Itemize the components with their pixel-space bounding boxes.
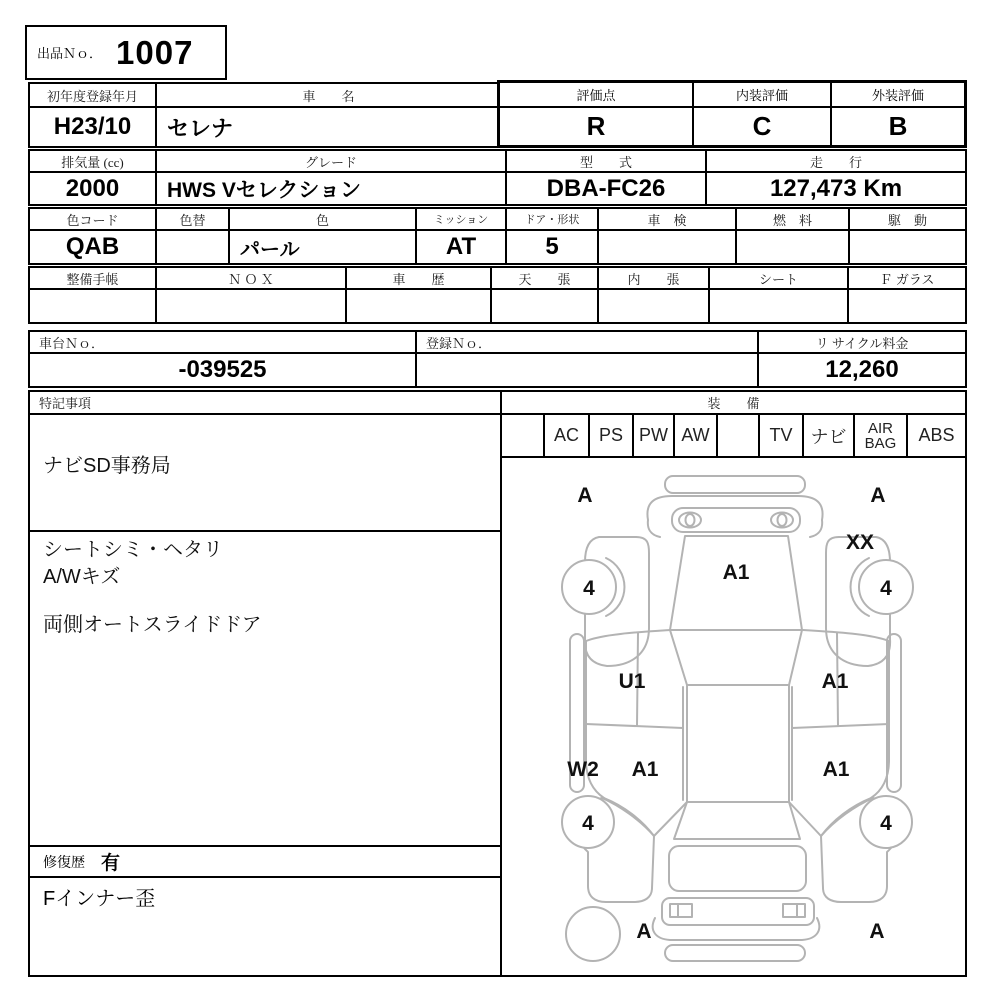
value-grade: HWS Vセレクション [155,171,507,206]
value-registration-number [415,352,759,388]
value-recycle-fee: 12,260 [757,352,967,388]
diagram-mark: U1 [618,670,646,693]
front-bumper [647,496,822,537]
diagram-mark: A1 [821,670,849,693]
value-seat [708,288,849,324]
header-car-history: 車 歴 [345,266,492,290]
remark-line: ナビSD事務局 [43,455,171,477]
header-color-change: 色替 [155,207,230,231]
repair-detail-text: Fインナー歪 [43,888,156,910]
rear-window [674,802,800,839]
diagram-mark: XX [845,531,875,554]
rear-lower-strip [665,945,805,961]
equipment-cell-tv: TV [758,413,804,458]
header-inspection: 車 検 [597,207,737,231]
headlight-right-inner [778,514,787,526]
header-mileage: 走 行 [705,149,967,173]
evaluation-block [497,80,967,148]
diagram-mark: A1 [631,758,659,781]
rear-panel [662,898,814,925]
value-model-code: DBA-FC26 [505,171,707,206]
header-score: 評価点 [500,83,692,108]
value-interior-trim [597,288,710,324]
value-mileage: 127,473 Km [705,171,967,206]
front-lower-strip [665,476,805,493]
diagram-mark: A1 [822,758,850,781]
header-recycle-fee: リ サイクル料金 [757,330,967,354]
diagram-mark: 4 [583,577,595,600]
repair-detail-box [28,876,502,977]
header-first-registration: 初年度登録年月 [28,82,157,108]
diagram-mark: 4 [880,812,892,835]
value-drive [848,229,967,265]
header-seat: シート [708,266,849,290]
value-car-name: セレナ [155,106,502,148]
equipment-cell-navi: ナビ [802,413,855,458]
car-diagram [504,460,967,977]
rear-gate [669,846,806,891]
header-interior-grade: 内装評価 [694,83,830,108]
lot-number-box [25,25,227,80]
diagram-mark: A [636,920,652,943]
equipment-cell-airbag: AIR BAG [853,413,908,458]
equipment-cell-aw: AW [673,413,718,458]
value-interior-grade: C [752,111,772,141]
header-headliner: 天 張 [490,266,599,290]
lot-number-label: 出品Ｎｏ． [37,46,103,61]
repair-history-value: 有 [101,853,121,874]
equipment-cell-blank [716,413,760,458]
door-top-right [802,630,889,641]
headlight-left-inner [686,514,695,526]
header-remarks: 特記事項 [28,390,502,415]
door-divider-left [586,724,683,728]
value-service-book [28,288,157,324]
door-divider-right [792,724,889,728]
value-nox [155,288,347,324]
rear-bumper [653,918,820,940]
remark-line: シートシミ・ヘタリ [43,539,223,561]
header-color: 色 [228,207,417,231]
value-color: パール [228,229,417,265]
equipment-cell-abs: ABS [906,413,967,458]
value-front-glass [847,288,967,324]
diagram-mark: A1 [722,561,750,584]
header-displacement: 排気量 (cc) [28,149,157,173]
evaluation-score-col [500,83,692,145]
header-transmission: ミッション [415,207,507,231]
header-color-code: 色コード [28,207,157,231]
header-equipment: 装 備 [500,390,967,415]
diagram-mark: W2 [567,758,599,781]
equipment-cell-blank [500,413,545,458]
evaluation-interior-col [692,83,830,145]
repair-history-row [28,845,502,878]
cowl-panel [670,630,802,685]
spare-tire [566,907,620,961]
header-grade: グレード [155,149,507,173]
value-doors: 5 [505,229,599,265]
value-score: R [586,111,606,141]
remark-line: A/Wキズ [43,566,121,588]
header-fuel: 燃 料 [735,207,850,231]
lot-number-value: 1007 [116,33,194,71]
remark-line: 両側オートスライドドア [43,614,262,636]
remarks-box-1 [28,413,502,532]
value-inspection [597,229,737,265]
value-color-code: QAB [28,229,157,265]
header-drive: 駆 動 [848,207,967,231]
header-doors: ドア・形状 [505,207,599,231]
header-registration-number: 登録Ｎｏ． [415,330,759,354]
value-fuel [735,229,850,265]
value-color-change [155,229,230,265]
tail-light-left [670,904,692,917]
value-transmission: AT [415,229,507,265]
diagram-mark: A [870,484,886,507]
value-car-history [345,288,492,324]
header-service-book: 整備手帳 [28,266,157,290]
value-chassis-number: -039525 [28,352,417,388]
header-car-name: 車 名 [155,82,502,108]
header-interior-trim: 内 張 [597,266,710,290]
value-displacement: 2000 [28,171,157,206]
header-nox: Ｎ Ｏ Ｘ [155,266,347,290]
tail-light-right [783,904,805,917]
diagram-mark: 4 [582,812,594,835]
equipment-cell-ac: AC [543,413,590,458]
header-model-code: 型 式 [505,149,707,173]
header-chassis-number: 車台Ｎｏ． [28,330,417,354]
door-top-left [586,630,670,641]
value-headliner [490,288,599,324]
header-front-glass: Ｆ ガラス [847,266,967,290]
roof-panel [687,685,789,802]
value-exterior-grade: B [888,111,908,141]
diagram-mark: 4 [880,577,892,600]
equipment-cell-ps: PS [588,413,634,458]
diagram-mark: A [577,484,593,507]
car-diagram-box [500,456,967,977]
equipment-cell-pw: PW [632,413,675,458]
remarks-box-2 [28,530,502,847]
diagram-mark: A [869,920,885,943]
value-first-registration: H23/10 [28,106,157,148]
evaluation-exterior-col [830,83,964,145]
repair-history-label: 修復歴 [43,855,85,871]
header-exterior-grade: 外装評価 [832,83,964,108]
